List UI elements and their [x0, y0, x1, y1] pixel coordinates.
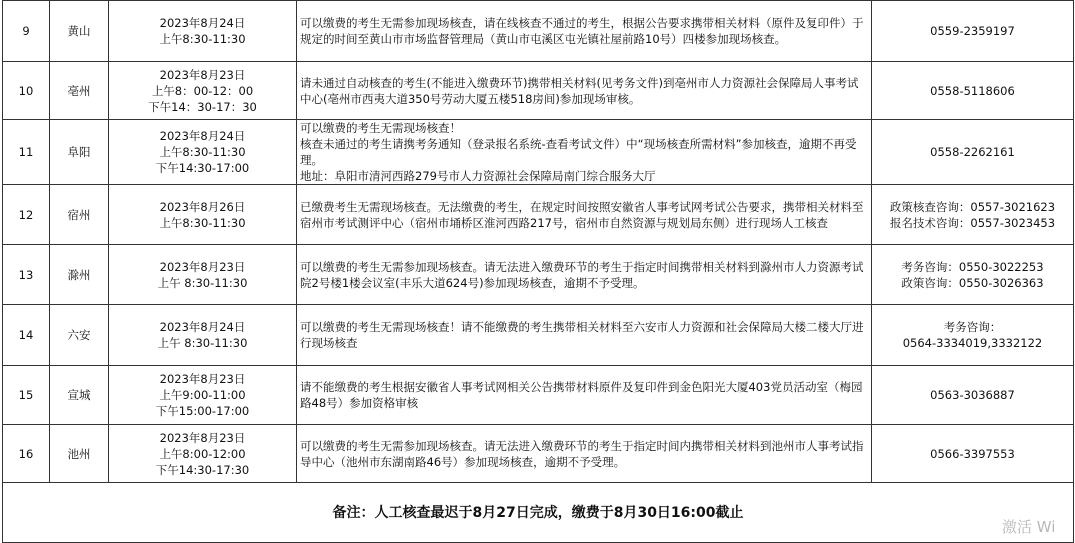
verification-description: 可以缴费的考生无需参加现场核查，请在线核查不通过的考生，根据公告要求携带相关材料（原件及复印件）于规定的时间至黄山市市场监督管理局（黄山市屯溪区屯光镇社屋前路10号）四楼参加现场核查。 [297, 1, 872, 62]
city-name: 黄山 [50, 1, 109, 62]
table-row [3, 366, 1074, 425]
city-name: 亳州 [50, 62, 109, 120]
contact-phone: 0558-5118606 [872, 62, 1074, 120]
verification-time: 2023年8月23日 上午9:00-11:00 下午15:00-17:00 [109, 366, 297, 425]
row-number: 14 [3, 305, 50, 366]
row-number: 11 [3, 120, 50, 185]
city-name: 阜阳 [50, 120, 109, 185]
table-row [3, 305, 1074, 366]
verification-description: 可以缴费的考生无需参加现场核查。请无法进入缴费环节的考生于指定时间携带相关材料到滁州市人力资源考试院2号楼1楼会议室(丰乐大道624号)参加现场核查，逾期不予受理。 [297, 245, 872, 305]
verification-time: 2023年8月23日 上午8：00-12：00 下午14：30-17：30 [109, 62, 297, 120]
city-name: 宣城 [50, 366, 109, 425]
row-number: 15 [3, 366, 50, 425]
verification-description: 可以缴费的考生无需参加现场核查。请无法进入缴费环节的考生于指定时间内携带相关材料到池州市人事考试指导中心（池州市东湖南路46号）参加现场核查，逾期不予受理。 [297, 425, 872, 483]
contact-phone: 考务咨询：0550-3022253 政策咨询：0550-3026363 [872, 245, 1074, 305]
table-row [3, 425, 1074, 483]
table-note: 备注：人工核查最迟于8月27日完成，缴费于8月30日16:00截止 [3, 483, 1074, 543]
note-row [3, 483, 1074, 543]
row-number: 9 [3, 1, 50, 62]
row-number: 16 [3, 425, 50, 483]
row-number: 12 [3, 185, 50, 245]
row-number: 13 [3, 245, 50, 305]
windows-activation-watermark: 激活 Wi [1002, 518, 1056, 536]
verification-time: 2023年8月24日 上午 8:30-11:30 [109, 305, 297, 366]
contact-phone: 0566-3397553 [872, 425, 1074, 483]
row-number: 10 [3, 62, 50, 120]
verification-time: 2023年8月23日 上午8:00-12:00 下午14:30-17:30 [109, 425, 297, 483]
verification-description: 可以缴费的考生无需现场核查！ 核查未通过的考生请携考务通知（登录报名系统-查看考试文件）中“现场核查所需材料”参加核查，逾期不再受理。 地址：阜阳市清河西路279号市人力资源社会保障局南门综合服务大厅 [297, 120, 872, 185]
verification-description: 请不能缴费的考生根据安徽省人事考试网相关公告携带材料原件及复印件到金色阳光大厦403党员活动室（梅园路48号）参加资格审核 [297, 366, 872, 425]
verification-time: 2023年8月26日 上午8:30-11:30 [109, 185, 297, 245]
table-row [3, 245, 1074, 305]
verification-description: 请未通过自动核查的考生(不能进入缴费环节)携带相关材料(见考务文件)到亳州市人力资源社会保障局人事考试中心(亳州市西夷大道350号劳动大厦五楼518房间)参加现场审核。 [297, 62, 872, 120]
table-row [3, 120, 1074, 185]
contact-phone: 政策核查咨询：0557-3021623 报名技术咨询：0557-3023453 [872, 185, 1074, 245]
city-name: 六安 [50, 305, 109, 366]
verification-schedule-table [2, 0, 1074, 543]
verification-description: 可以缴费的考生无需现场核查！请不能缴费的考生携带相关材料至六安市人力资源和社会保障局大楼二楼大厅进行现场核查 [297, 305, 872, 366]
contact-phone: 0563-3036887 [872, 366, 1074, 425]
contact-phone: 0559-2359197 [872, 1, 1074, 62]
table-row [3, 1, 1074, 62]
verification-description: 已缴费考生无需现场核查。无法缴费的考生，在规定时间按照安徽省人事考试网考试公告要求，携带相关材料至宿州市考试测评中心（宿州市埇桥区淮河西路217号，宿州市自然资源与规划局东侧）进行现场人工核查 [297, 185, 872, 245]
verification-time: 2023年8月24日 上午8:30-11:30 下午14:30-17:00 [109, 120, 297, 185]
verification-time: 2023年8月24日 上午8:30-11:30 [109, 1, 297, 62]
table-row [3, 62, 1074, 120]
verification-time: 2023年8月23日 上午 8:30-11:30 [109, 245, 297, 305]
city-name: 滁州 [50, 245, 109, 305]
contact-phone: 0558-2262161 [872, 120, 1074, 185]
city-name: 宿州 [50, 185, 109, 245]
city-name: 池州 [50, 425, 109, 483]
contact-phone: 考务咨询： 0564-3334019,3332122 [872, 305, 1074, 366]
table-row [3, 185, 1074, 245]
